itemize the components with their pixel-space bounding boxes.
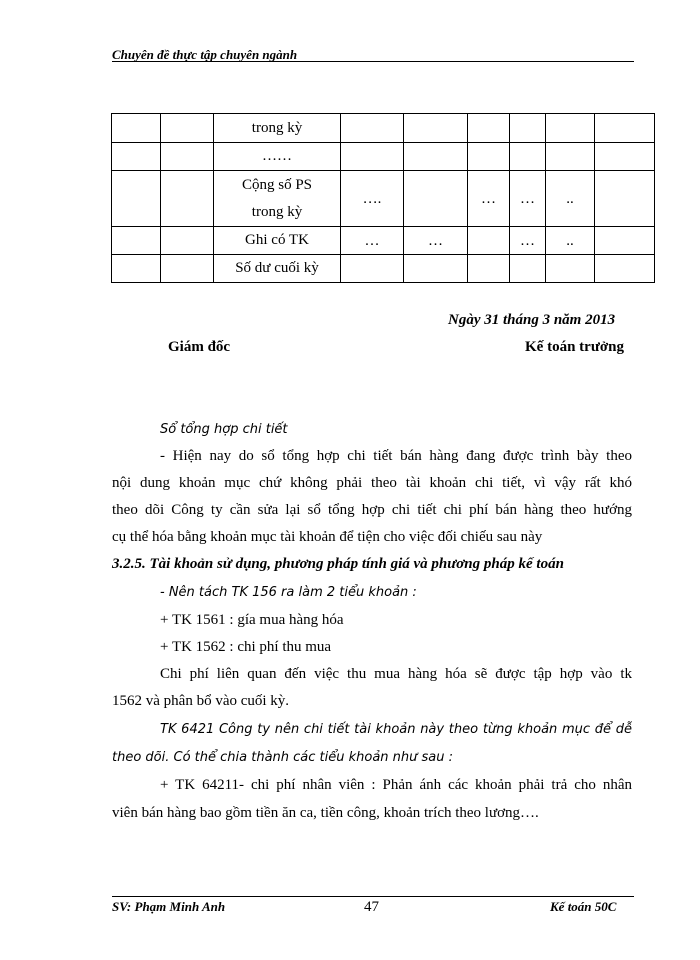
page-header-title: Chuyên đề thực tập chuyên ngành: [112, 47, 298, 62]
table-cell: [112, 114, 161, 143]
ledger-table: [111, 113, 655, 283]
paragraph-line: + TK 64211- chi phí nhân viên : Phản ánh các khoản phải trả cho nhân: [160, 777, 632, 793]
table-row: [112, 255, 655, 283]
table-cell: [546, 255, 595, 283]
table-cell: [546, 114, 595, 143]
signature-director: Giám đốc: [168, 339, 231, 355]
table-row: [112, 114, 655, 143]
table-cell: [341, 143, 404, 171]
table-row-label: Ghi có TK: [214, 227, 341, 255]
table-cell: [468, 143, 510, 171]
signature-date: Ngày 31 tháng 3 năm 2013: [448, 312, 616, 328]
table-cell: [468, 255, 510, 283]
table-cell: [468, 114, 510, 143]
paragraph-line: nội dung khoản mục chứ không phải theo tài khoản chi tiết, vì vậy rất khó: [112, 475, 632, 491]
table-cell: [161, 255, 214, 283]
footer-rule: [112, 896, 634, 897]
table-cell: …: [510, 171, 546, 227]
table-row-label: Số dư cuối kỳ: [214, 255, 341, 283]
table-cell: [595, 143, 655, 171]
table-cell: …: [510, 227, 546, 255]
table-cell: ….: [341, 171, 404, 227]
table-row-label: trong kỳ: [214, 114, 341, 143]
table-cell: ..: [546, 171, 595, 227]
paragraph-line: theo dõi Công ty cần sửa lại sổ tổng hợp chi tiết chi phí bán hàng theo hướng: [112, 502, 632, 518]
table-row-label: ……: [214, 143, 341, 171]
table-cell: [510, 114, 546, 143]
paragraph-line: - Nên tách TK 156 ra làm 2 tiểu khoản :: [160, 585, 417, 600]
table-cell: [161, 114, 214, 143]
table-cell: [595, 114, 655, 143]
table-cell: [595, 171, 655, 227]
page-number: 47: [364, 899, 379, 915]
paragraph-line: theo dõi. Có thể chia thành các tiểu khoản như sau :: [112, 750, 454, 765]
paragraph-line: Chi phí liên quan đến việc thu mua hàng hóa sẽ được tập hợp vào tk: [160, 666, 632, 682]
paragraph-line: viên bán hàng bao gồm tiền ăn ca, tiền công, khoản trích theo lương….: [112, 805, 539, 821]
table-cell: [341, 114, 404, 143]
table-row: [112, 171, 655, 227]
table-cell: [161, 143, 214, 171]
list-item: + TK 1562 : chi phí thu mua: [160, 639, 332, 655]
table-cell: [404, 143, 468, 171]
table-row: [112, 227, 655, 255]
table-cell: …: [468, 171, 510, 227]
table-row: [112, 143, 655, 171]
table-cell: [510, 143, 546, 171]
footer-student-name: SV: Phạm Minh Anh: [112, 899, 226, 914]
table-cell: ..: [546, 227, 595, 255]
paragraph-line: - Hiện nay do sổ tổng hợp chi tiết bán hàng đang được trình bày theo: [160, 448, 632, 464]
paragraph-line: 1562 và phân bổ vào cuối kỳ.: [112, 693, 290, 709]
table-cell: [404, 171, 468, 227]
list-item: + TK 1561 : gía mua hàng hóa: [160, 612, 344, 628]
table-cell: …: [404, 227, 468, 255]
footer-class: Kế toán 50C: [550, 899, 617, 914]
table-cell: [112, 255, 161, 283]
table-cell: [341, 255, 404, 283]
subheading: Sổ tổng hợp chi tiết: [160, 422, 288, 437]
signature-chief-accountant: Kế toán trưởng: [525, 339, 624, 355]
section-heading: 3.2.5. Tài khoản sử dụng, phương pháp tính giá và phương pháp kế toán: [112, 556, 564, 572]
table-cell: [595, 227, 655, 255]
table-cell: [112, 227, 161, 255]
table-cell: …: [341, 227, 404, 255]
table-cell: [510, 255, 546, 283]
table-cell: [404, 255, 468, 283]
table-cell: [112, 143, 161, 171]
header-rule: [112, 61, 634, 62]
paragraph-line: TK 6421 Công ty nên chi tiết tài khoản này theo từng khoản mục để dễ: [160, 722, 632, 737]
table-cell: [404, 114, 468, 143]
table-cell: [546, 143, 595, 171]
table-cell: [161, 227, 214, 255]
table-cell: [468, 227, 510, 255]
table-cell: [595, 255, 655, 283]
table-cell: [112, 171, 161, 227]
paragraph-line: cụ thể hóa bằng khoản mục tài khoản để tiện cho việc đối chiếu sau này: [112, 529, 543, 545]
table-row-label: Cộng số PS trong kỳ: [214, 171, 341, 227]
table-cell: [161, 171, 214, 227]
